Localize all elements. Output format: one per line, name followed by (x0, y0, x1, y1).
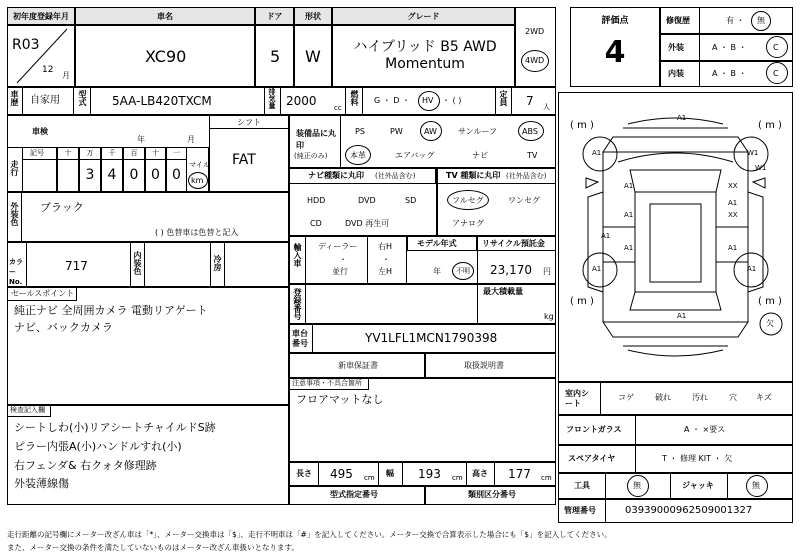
length: 495 (330, 467, 353, 481)
import-left-h: 左H (378, 267, 393, 276)
equipment-item: サンルーフ (458, 127, 497, 136)
mileage-mark-label: 記号 (30, 149, 44, 157)
diagram-mark: A1 (677, 312, 687, 320)
svg-text:( m ): ( m ) (570, 120, 594, 131)
repair-selected: 無 (757, 16, 765, 25)
drive-2wd: 2WD (525, 27, 545, 36)
color-label: 外装色 (10, 202, 19, 226)
chassis-label-cell (289, 324, 313, 353)
displacement: 2000 (286, 94, 317, 108)
sales-points-line2: ナビ、バックカメラ (14, 321, 113, 334)
windshield-value: A ・ ×要ス (684, 425, 726, 434)
digit-value: 0 (129, 167, 139, 183)
svg-text:( m ): ( m ) (758, 120, 782, 131)
diagram-mark: A1 (728, 244, 738, 252)
digit-value: 0 (172, 167, 181, 183)
windshield-label: フロントガラス (566, 425, 622, 434)
diagram-mark: A1 (728, 199, 738, 207)
import-label-cell (289, 236, 306, 284)
manual: 取扱説明書 (464, 361, 504, 370)
diagram-mark: XX (728, 182, 738, 190)
seat-item: 汚れ (692, 393, 708, 402)
shape: W (305, 47, 321, 66)
usage: 自家用 (30, 95, 60, 106)
doors: 5 (270, 47, 281, 66)
interior-color-label: 内装色 (133, 251, 142, 275)
import-right-h: 右H (378, 242, 393, 251)
navi-item: DVD (358, 196, 376, 205)
car-diagram (558, 92, 793, 382)
diagram-mark: A1 (592, 149, 602, 157)
import-parallel: 並行 (332, 267, 348, 276)
svg-text:( m ): ( m ) (570, 296, 594, 307)
model-year-unknown: 不明 (456, 267, 470, 275)
score-value: 4 (604, 35, 626, 70)
tv-note: (社外品含む) (506, 172, 547, 180)
type-no-divider (424, 486, 426, 505)
capacity: 7 (526, 94, 534, 108)
digit-label: 万 (86, 149, 94, 157)
equipment-item: 本革 (350, 151, 366, 160)
fuel-options-post: ・ ( ) (442, 96, 462, 105)
navi-item: DVD 再生可 (345, 219, 390, 228)
seat-item: キズ (756, 393, 772, 402)
length-unit: cm (364, 474, 375, 482)
mile-label: マイル (189, 161, 210, 169)
diagram-mark: W1 (747, 149, 759, 157)
reg-era-year: R03 (12, 37, 40, 53)
model-year-label: モデル年式 (417, 239, 457, 248)
equipment-label: 装備品に丸印 (296, 129, 336, 150)
interior-selected: C (773, 69, 779, 78)
recycle-unit: 円 (543, 267, 551, 276)
inspection-month-unit: 月 (187, 135, 195, 144)
exterior-options: A ・ B ・ (712, 43, 747, 52)
km-label: km (191, 176, 204, 185)
equipment-item: AW (424, 127, 437, 136)
exterior-label: 外装 (668, 43, 684, 52)
registration-label-cell (289, 284, 306, 324)
color-label-cell (7, 192, 22, 242)
fuel-selected: HV (422, 96, 434, 105)
tv-item: アナログ (452, 219, 484, 228)
reg-year-label: 初年度登録年月 (7, 7, 75, 25)
recycle-value: 23,170 (490, 263, 532, 277)
reg-month: 12 (42, 65, 54, 75)
width-unit: cm (452, 474, 463, 482)
notes-label: 注意事項・不具合箇所 (292, 379, 362, 387)
diagram-mark: A1 (624, 211, 634, 219)
displacement-unit: cc (334, 104, 342, 112)
diagram-mark: A1 (592, 265, 602, 273)
mileage-mark-cell (22, 147, 57, 192)
equipment-label-cell (289, 115, 341, 168)
warranty-divider (424, 353, 426, 378)
usage-label: 車歴 (10, 90, 19, 106)
seat-item: 破れ (655, 393, 671, 402)
seat-item: コゲ (618, 393, 634, 402)
chassis-value: YV1LFL1MCN1790398 (365, 331, 498, 345)
type-no-label: 型式指定番号 (330, 490, 378, 499)
shift-label: シフト (237, 118, 261, 127)
spare-label: スペアタイヤ (568, 454, 616, 463)
recycle-label: リサイクル預託金 (482, 239, 545, 248)
repair-label: 修復歴 (666, 16, 690, 25)
digit-value: 4 (107, 167, 117, 183)
jack-label: ジャッキ (682, 481, 714, 490)
grade-line1: ハイブリッド B5 AWD (353, 39, 497, 55)
ac-label: 冷房 (213, 255, 222, 271)
tv-label: TV 種類に丸印 (446, 171, 501, 180)
svg-text:( m ): ( m ) (758, 296, 782, 307)
equipment-note: (純正のみ) (294, 152, 328, 160)
interior-options: A ・ B ・ (712, 69, 747, 78)
jack-value: 無 (752, 481, 760, 490)
color-change-note: ( ) 色替車は色替と記入 (155, 228, 239, 237)
grade-line2: Momentum (385, 56, 465, 72)
height-label: 高さ (472, 469, 488, 478)
max-load-unit: kg (544, 312, 554, 321)
reg-month-unit: 月 (62, 71, 70, 80)
color-no-row (7, 242, 289, 287)
navi-item: HDD (307, 196, 326, 205)
height-unit: cm (541, 474, 552, 482)
tools-value: 無 (633, 481, 641, 490)
navi-item: SD (405, 196, 417, 205)
color-value: ブラック (40, 201, 84, 214)
fuel-options-pre: G ・ D ・ (374, 96, 410, 105)
capacity-label: 定員 (499, 90, 508, 106)
color-no-label: カラーNo. (9, 258, 23, 286)
diagram-mark: XX (728, 211, 738, 219)
score-label: 評価点 (601, 16, 629, 26)
equipment-item: ABS (522, 127, 538, 136)
inspector-block (7, 405, 289, 505)
inspector-line: 右フェンダ& 右クォタ修理跡 (14, 459, 157, 472)
tools-label: 工具 (574, 481, 590, 490)
chassis-label: 車台番号 (292, 329, 308, 349)
digit-label: 十 (152, 149, 159, 157)
inspection-year-unit: 年 (137, 135, 145, 144)
footer-line2: また、メーター交換の条件を満たしていないものはメーター改ざん車扱いとなります。 (7, 543, 299, 552)
digit-label: 十 (64, 149, 72, 157)
width: 193 (418, 467, 441, 481)
notes-value: フロアマットなし (296, 393, 384, 406)
doors-label: ドア (255, 7, 294, 25)
shape-label: 形状 (294, 7, 332, 25)
navi-tv-divider (436, 168, 438, 236)
import-dot: ・ (339, 255, 347, 264)
color-no-label-cell (7, 242, 27, 287)
inspector-line: シートしわ(小)リアシートチャイルドS跡 (14, 421, 216, 434)
import-dealer: ディーラー (318, 242, 358, 251)
notes-block (289, 378, 556, 462)
digit-label: 一 (173, 149, 180, 157)
interior-label: 内装 (668, 69, 684, 78)
new-warranty: 新車保証書 (338, 361, 378, 370)
warranty-row (289, 353, 556, 378)
model: 5AA-LB420TXCM (112, 94, 212, 108)
diagram-mark: A1 (624, 244, 634, 252)
import-dot: ・ (382, 255, 390, 264)
diagram-mark: A1 (601, 232, 611, 240)
equipment-item: エアバッグ (395, 151, 435, 160)
width-label: 幅 (386, 469, 394, 478)
navi-item: CD (310, 219, 322, 228)
navi-note: (社外品含む) (375, 172, 416, 180)
seat-item: 穴 (729, 393, 737, 402)
exterior-selected: C (773, 43, 779, 52)
car-name-label: 車名 (75, 7, 255, 25)
digit-label: 百 (130, 149, 138, 157)
registration-label: 登録番号 (293, 288, 302, 320)
shift-label-rule (209, 115, 289, 129)
navi-label: ナビ種類に丸印 (308, 171, 364, 180)
max-load-label: 最大積載量 (483, 287, 523, 296)
inspector-line: ピラー内張A(小)ハンドルすれ(小) (14, 440, 182, 453)
displacement-label: 排気量 (268, 88, 276, 109)
digit-label: 千 (108, 149, 116, 157)
capacity-unit: 人 (543, 103, 550, 111)
sales-points-label: セールスポイント (11, 289, 75, 298)
shift: FAT (232, 152, 256, 168)
inspection-label: 車検 (32, 127, 48, 136)
fuel-label: 燃料 (350, 90, 359, 106)
diagram-mark: A1 (747, 265, 757, 273)
length-label: 長さ (296, 469, 312, 478)
equipment-item: ナビ (472, 151, 488, 160)
mgmt-label: 管理番号 (564, 506, 596, 515)
diagram-mark: A1 (677, 114, 687, 122)
height: 177 (508, 467, 531, 481)
model-year-unit: 年 (433, 267, 441, 276)
model-label: 型式 (78, 90, 87, 106)
diagram-mark: A1 (624, 182, 634, 190)
equipment-item: PW (390, 127, 403, 136)
grade-label: グレード (332, 7, 515, 25)
equipment-item: PS (355, 127, 365, 136)
spare-value: T ・ 修理 KIT ・ 欠 (662, 454, 733, 463)
diagram-mark: 欠 (766, 319, 774, 328)
mileage-label: 走行 (10, 160, 19, 176)
repair-options: 有 ・ (726, 16, 745, 25)
drive-cell (515, 7, 556, 87)
tv-item: フルセグ (452, 196, 484, 205)
seat-label: 室内シート (565, 389, 589, 409)
tv-item: ワンセグ (508, 196, 540, 205)
color-no: 717 (65, 259, 88, 273)
sales-points-line1: 純正ナビ 全周囲カメラ 電動リアゲート (14, 304, 208, 317)
import-label: 輸入車 (293, 243, 302, 267)
color-block (7, 192, 289, 242)
equipment-item: TV (527, 151, 538, 160)
footer-line1: 走行距離の記号欄にメーター改ざん車は「*」、メーター交換車は「$」、走行不明車は「#」を記入してください。メーター交換で合算表示した場合にも「$」を記入してください。 (7, 530, 612, 539)
inspector-label: 検査記入欄 (10, 406, 45, 414)
diagram-mark: W1 (755, 164, 767, 172)
drive-4wd: 4WD (525, 56, 545, 65)
class-no-label: 類別区分番号 (468, 490, 516, 499)
mgmt-value: 03939000962509001327 (625, 505, 753, 516)
digit-value: 3 (85, 167, 95, 183)
digit-value: 0 (151, 167, 160, 183)
car-name: XC90 (145, 47, 187, 66)
inspector-line: 外装薄線傷 (14, 477, 69, 490)
